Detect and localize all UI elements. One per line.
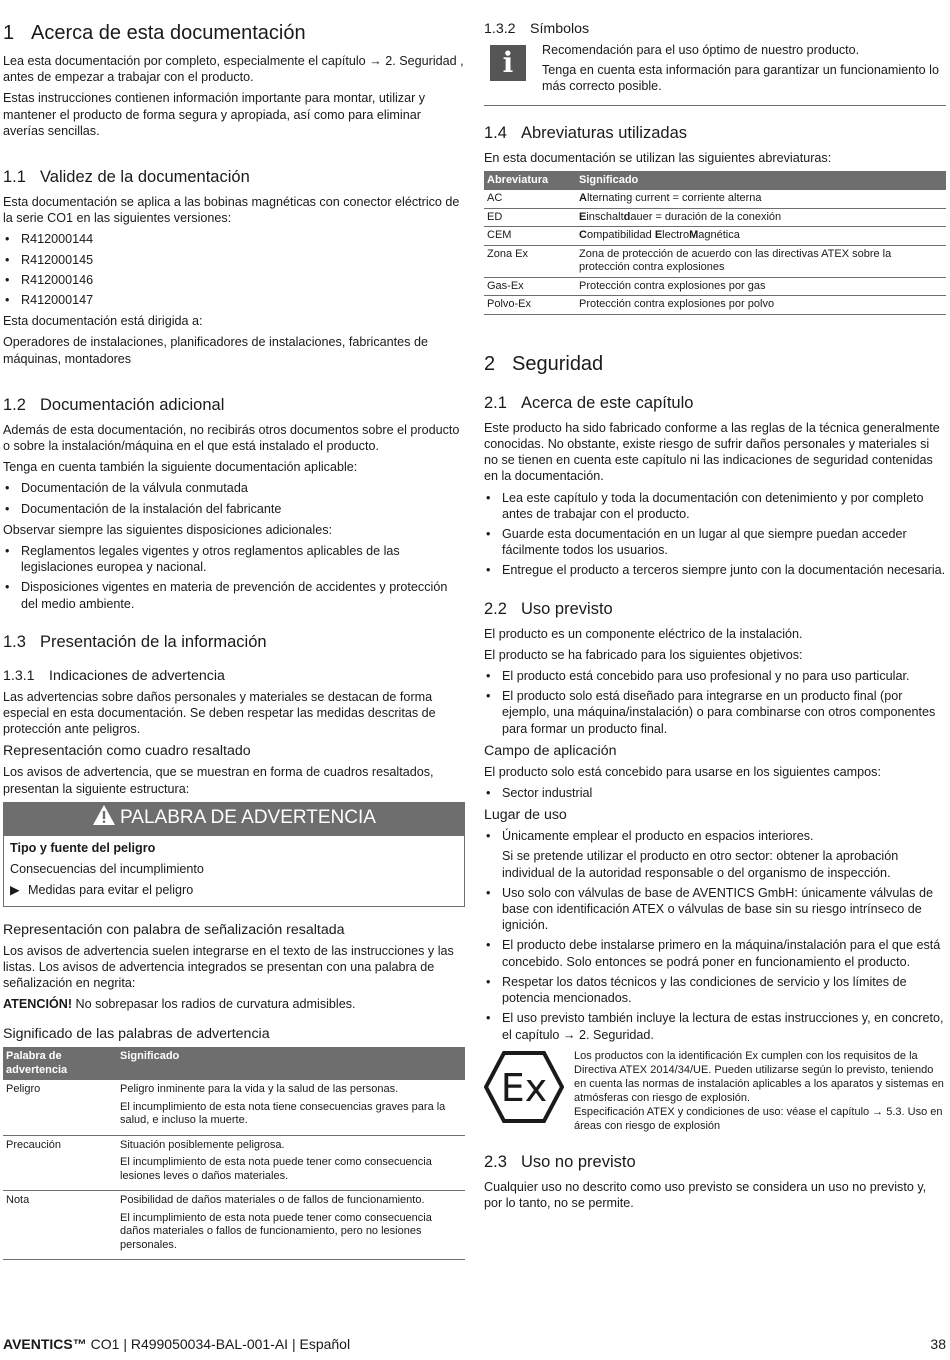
section-2-3-heading: 2.3 Uso no previsto — [484, 1152, 636, 1171]
list-item: • R412000147 — [3, 292, 465, 308]
list-item: • Entregue el producto a terceros siempre junto con la documentación necesaria. — [484, 562, 946, 578]
table-row: Precaución Situación posiblemente peligrosa. El incumplimiento de esta nota puede tener como consecuencia lesiones leves o daños materiales. — [3, 1135, 465, 1191]
section-2-2-heading: 2.2 Uso previsto — [484, 599, 613, 618]
list-item: • Uso solo con válvulas de base de AVENTICS GmbH: únicamente válvulas de base con identificación ATEX o válvulas de base sin su riesgo intrínseco de ignición. — [484, 885, 946, 934]
brand-label: AVENTICS™ — [3, 1336, 87, 1352]
paragraph: El producto es un componente eléctrico de la instalación. — [484, 626, 803, 641]
hazard-consequences: Consecuencias del incumplimiento — [10, 862, 204, 877]
list-item: • Guarde esta documentación en un lugar al que siempre puedan acceder fácilmente todos los usuarios. — [484, 526, 946, 558]
paragraph: Recomendación para el uso óptimo de nuestro producto. — [542, 43, 860, 57]
paragraph: Observar siempre las siguientes disposiciones adicionales: — [3, 522, 332, 537]
abbreviations-table — [484, 171, 946, 315]
paragraph: Lea esta documentación por completo, especialmente el capítulo → 2. Seguridad , antes de empezar a trabajar con el producto. — [3, 54, 464, 85]
subheading: Representación como cuadro resaltado — [3, 743, 251, 760]
table-header: Palabra de advertencia — [3, 1047, 117, 1080]
paragraph: Esta documentación se aplica a las bobinas magnéticas con conector eléctrico de la serie CO1 en las siguientes versiones: — [3, 195, 460, 226]
svg-text:Ex: Ex — [500, 1065, 548, 1110]
document-id: CO1 | R499050034-BAL-001-AI | Español — [86, 1336, 351, 1352]
section-2-1-heading: 2.1 Acerca de este capítulo — [484, 393, 694, 412]
section-1-3-heading: 1.3 Presentación de la información — [3, 632, 267, 651]
list-item: • R412000146 — [3, 272, 465, 288]
paragraph: Tenga en cuenta también la siguiente documentación aplicable: — [3, 460, 358, 475]
regulations-list — [3, 543, 465, 612]
paragraph: Estas instrucciones contienen información importante para montar, utilizar y mantener el producto de forma segura y apropiada, así como para eliminar averías sencillas. — [3, 91, 426, 138]
paragraph: El producto se ha fabricado para los siguientes objetivos: — [484, 647, 803, 662]
objectives-list — [484, 668, 946, 737]
warning-triangle-icon — [92, 804, 116, 836]
page-footer — [3, 1335, 946, 1353]
list-item: • Documentación de la válvula conmutada — [3, 480, 465, 496]
section-2-heading: 2 Seguridad — [484, 352, 604, 375]
table-row: Polvo-Ex Protección contra explosiones por polvo — [484, 296, 946, 315]
paragraph: ATENCIÓN! No sobrepasar los radios de curvatura admisibles. — [3, 997, 356, 1012]
paragraph: Operadores de instalaciones, planificadores de instalaciones, fabricantes de máquinas, montadores — [3, 335, 428, 366]
table-header: Significado — [576, 171, 946, 191]
list-item: • El uso previsto también incluye la lectura de estas instrucciones y, en concreto, el capítulo → 2. Seguridad. — [484, 1010, 946, 1042]
section-1-2-heading: 1.2 Documentación adicional — [3, 395, 225, 414]
list-item: • El producto debe instalarse primero en la máquina/instalación para el que está concebido. Solo entonces se podrá poner en funcionamiento el producto. — [484, 937, 946, 969]
table-header: Significado — [117, 1047, 465, 1080]
table-row: Peligro Peligro inminente para la vida y la salud de las personas. El incumplimiento de esta nota tiene consecuencias graves para la salud, e incluso la muerte. — [3, 1080, 465, 1135]
section-1-heading: 1 Acerca de esta documentación — [3, 22, 306, 44]
list-item: • El producto solo está diseñado para integrarse en un producto final (por ejemplo, una máquina/instalación) o para combinarse con otros componentes para formar un producto final. — [484, 688, 946, 737]
section-1-3-1-heading: 1.3.1 Indicaciones de advertencia — [3, 667, 225, 684]
subheading: Representación con palabra de señalización resaltada — [3, 921, 345, 938]
list-item: • R412000145 — [3, 252, 465, 268]
info-symbol-row — [484, 42, 946, 106]
paragraph: Cualquier uso no descrito como uso previsto se considera un uso no previsto y, por lo tanto, no se permite. — [484, 1179, 927, 1210]
documentation-list — [3, 480, 465, 516]
subheading: Campo de aplicación — [484, 742, 617, 759]
place-list — [484, 828, 946, 1042]
list-item: • Sector industrial — [484, 785, 946, 801]
subheading: Lugar de uso — [484, 807, 567, 824]
list-item: • El producto está concebido para uso profesional y no para uso particular. — [484, 668, 946, 684]
left-column — [3, 20, 465, 1260]
section-1-4-heading: 1.4 Abreviaturas utilizadas — [484, 123, 687, 142]
list-item: • Únicamente emplear el producto en espacios interiores. Si se pretende utilizar el producto en otro sector: obtener la aprobación individual de la autoridad responsable o del organismo de inspección. — [484, 828, 946, 881]
version-list — [3, 231, 465, 308]
table-row: ED Einschaltdauer = duración de la conexión — [484, 208, 946, 227]
paragraph: Esta documentación está dirigida a: — [3, 314, 203, 329]
paragraph: Además de esta documentación, no recibirás otros documentos sobre el producto o sobre la instalación/máquina en el que está instalado el producto. — [3, 422, 460, 454]
info-icon: i — [490, 45, 526, 81]
hazard-measures: ▶ Medidas para evitar el peligro — [10, 883, 194, 898]
table-row: Gas-Ex Protección contra explosiones por gas — [484, 277, 946, 296]
atex-note — [484, 1049, 946, 1133]
list-item: • Reglamentos legales vigentes y otros reglamentos aplicables de las legislaciones europea y nacional. — [3, 543, 465, 575]
safety-list — [484, 490, 946, 579]
list-item: • R412000144 — [3, 231, 465, 247]
list-item: • Documentación de la instalación del fabricante — [3, 501, 465, 517]
warning-box-header: PALABRA DE ADVERTENCIA — [4, 803, 464, 836]
list-item: • Disposiciones vigentes en materia de prevención de accidentes y protección del medio ambiente. — [3, 579, 465, 611]
paragraph: En esta documentación se utilizan las siguientes abreviaturas: — [484, 150, 832, 165]
section-1-1-heading: 1.1 Validez de la documentación — [3, 168, 250, 187]
page-number: 38 — [930, 1336, 946, 1352]
table-row: CEM Compatibilidad ElectroMagnética — [484, 227, 946, 246]
field-list — [484, 785, 946, 801]
table-header: Abreviatura — [484, 171, 576, 191]
paragraph: Tenga en cuenta esta información para garantizar un funcionamiento lo más correcto posible. — [542, 63, 939, 94]
warning-box — [3, 802, 465, 907]
list-item: • Respetar los datos técnicos y las condiciones de servicio y los límites de potencia mencionados. — [484, 974, 946, 1006]
paragraph: El producto solo está concebido para usarse en los siguientes campos: — [484, 764, 881, 779]
subheading: Significado de las palabras de advertencia — [3, 1026, 270, 1043]
ex-hexagon-icon — [484, 1051, 564, 1123]
paragraph: Este producto ha sido fabricado conforme a las reglas de la técnica generalmente conocidas. No obstante, existe riesgo de sufrir daños personales y materiales si no se tienen en cuenta este capítulo ni las indicaciones de seguridad contenidas en la documentación. — [484, 420, 940, 484]
paragraph: Los avisos de advertencia, que se muestran en forma de cuadros resaltados, presentan la siguiente estructura: — [3, 765, 434, 796]
warning-words-table — [3, 1047, 465, 1260]
atex-text: Los productos con la identificación Ex cumplen con los requisitos de la Directiva ATEX 2014/34/UE. Pueden utilizarse según lo previsto, teniendo en cuenta las normas de instalación aplicables a los aparatos y sistemas en atmósferas con riesgo de explosión. — [574, 1049, 944, 1104]
paragraph: Las advertencias sobre daños personales y materiales se destacan de forma especial en esta documentación. Se deben respetar las medidas descritas de protección ante peligros. — [3, 689, 436, 737]
paragraph: Los avisos de advertencia suelen integrarse en el texto de las instrucciones y las listas. Los avisos de advertencia integrados se presentan con una palabra de señalización en negrita: — [3, 943, 454, 990]
right-column — [484, 20, 946, 1216]
atex-text: Especificación ATEX y condiciones de uso: véase el capítulo → 5.3. Uso en áreas con riesgo de explosión — [574, 1105, 943, 1132]
table-row: AC Alternating current = corriente alterna — [484, 190, 946, 208]
arrow-right-icon: ▶ — [10, 883, 20, 898]
section-1-3-2-heading: 1.3.2 Símbolos — [484, 21, 590, 37]
table-row: Zona Ex Zona de protección de acuerdo con las directivas ATEX sobre la protección contra explosiones — [484, 245, 946, 277]
table-row: Nota Posibilidad de daños materiales o de fallos de funcionamiento. El incumplimiento de esta nota puede tener como consecuencia daños materiales o fallos de funcionamiento, pero no lesiones personales. — [3, 1191, 465, 1260]
hazard-type: Tipo y fuente del peligro — [10, 840, 156, 855]
list-item: • Lea este capítulo y toda la documentación con detenimiento y por completo antes de trabajar con el producto. — [484, 490, 946, 522]
